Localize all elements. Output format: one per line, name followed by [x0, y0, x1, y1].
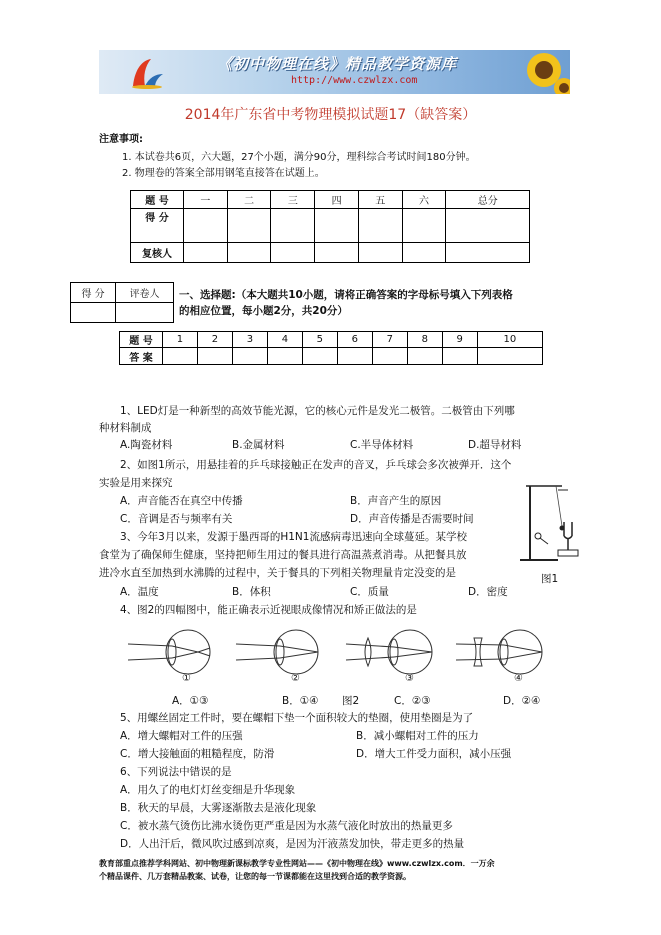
q3-option-b: B．体积: [232, 586, 271, 598]
answer-cell[interactable]: [407, 348, 442, 365]
reviewer-cell[interactable]: [184, 243, 228, 263]
grader-name-label: 评卷人: [116, 283, 174, 303]
q6-option-d: D．人出汗后，微风吹过感到凉爽，是因为汗液蒸发加快，带走更多的热量: [120, 838, 465, 850]
q3-option-c: C．质量: [350, 586, 389, 598]
banner-title: 《初中物理在线》精品教学资源库: [217, 55, 458, 73]
answer-row-label: 答 案: [120, 348, 163, 365]
q2-stem-cont: 实验是用来探究: [99, 477, 173, 489]
score-cell[interactable]: [227, 209, 271, 243]
answer-cell[interactable]: [232, 348, 267, 365]
site-logo-icon: [129, 56, 165, 90]
section-1-heading-cont: 的相应位置，每小题2分，共20分）: [179, 305, 348, 317]
sunflower-icon: [510, 50, 570, 94]
grader-score-cell[interactable]: [71, 303, 116, 323]
answer-number: 6: [337, 332, 372, 348]
eye-mark-4: ④: [514, 673, 523, 684]
tuning-fork-figure: [518, 478, 582, 568]
answer-number: 4: [267, 332, 302, 348]
answer-cell[interactable]: [442, 348, 477, 365]
grader-name-cell[interactable]: [116, 303, 174, 323]
footer-line-1: 教育部重点推荐学科网站、初中物理新课标教学专业性网站——《初中物理在线》www.czwlzx.com．一万余: [99, 859, 495, 868]
q3-stem: 3、今年3月以来，发源于墨西哥的H1N1流感病毒迅速向全球蔓延。某学校: [120, 531, 467, 543]
q2-option-d: D．声音传播是否需要时间: [350, 513, 474, 525]
answer-number: 3: [232, 332, 267, 348]
answer-table: [119, 331, 543, 365]
score-header-6: 六: [402, 191, 446, 209]
q5-option-d: D．增大工件受力面积，减小压强: [356, 748, 512, 760]
q2-option-b: B．声音产生的原因: [350, 495, 442, 507]
score-header-total: 总分: [446, 191, 530, 209]
q1-option-c: C.半导体材料: [350, 439, 414, 451]
reviewer-cell[interactable]: [446, 243, 530, 263]
score-cell[interactable]: [358, 209, 402, 243]
q6-option-c: C．被水蒸气烫伤比沸水烫伤更严重是因为水蒸气液化时放出的热量更多: [120, 820, 453, 832]
score-header-4: 四: [315, 191, 359, 209]
reviewer-cell[interactable]: [271, 243, 315, 263]
q3-option-d: D．密度: [468, 586, 508, 598]
answer-number: 2: [197, 332, 232, 348]
footer-line-2: 个精品课件、几万套精品教案、试卷，让您的每一节课都能在这里找到合适的教学资源。: [99, 872, 411, 881]
score-table: [130, 190, 530, 263]
reviewer-cell[interactable]: [402, 243, 446, 263]
answer-number: 8: [407, 332, 442, 348]
header-banner: [99, 50, 570, 94]
score-header-3: 三: [271, 191, 315, 209]
q1-option-d: D.超导材料: [468, 439, 522, 451]
score-cell[interactable]: [315, 209, 359, 243]
answer-cell[interactable]: [337, 348, 372, 365]
answer-cell[interactable]: [302, 348, 337, 365]
q2-option-a: A．声音能否在真空中传播: [120, 495, 243, 507]
q4-option-c: C．②③: [394, 695, 431, 707]
notice-heading: 注意事项:: [99, 134, 143, 145]
q3-stem-cont: 食堂为了确保师生健康，坚持把师生用过的餐具进行高温蒸煮消毒。从把餐具放: [99, 549, 467, 561]
q2-option-c: C．音调是否与频率有关: [120, 513, 233, 525]
figure-2-label: 图2: [342, 695, 360, 707]
score-cell[interactable]: [446, 209, 530, 243]
score-cell[interactable]: [402, 209, 446, 243]
score-header-label: 题 号: [131, 191, 184, 209]
score-header-2: 二: [227, 191, 271, 209]
answer-cell[interactable]: [372, 348, 407, 365]
q1-stem-cont: 种材料制成: [99, 422, 152, 434]
banner-url[interactable]: http://www.czwlzx.com: [291, 75, 418, 86]
q3-option-a: A．温度: [120, 586, 159, 598]
score-cell[interactable]: [184, 209, 228, 243]
q1-option-b: B.金属材料: [232, 439, 285, 451]
notice-item-2: 2. 物理卷的答案全部用钢笔直接答在试题上。: [122, 168, 325, 179]
answer-cell[interactable]: [267, 348, 302, 365]
reviewer-cell[interactable]: [227, 243, 271, 263]
eye-mark-1: ①: [182, 673, 191, 684]
score-row-label: 得 分: [131, 209, 184, 243]
reviewer-row-label: 复核人: [131, 243, 184, 263]
q2-stem: 2、如图1所示，用悬挂着的乒乓球接触正在发声的音叉，乒乓球会多次被弹开．这个: [120, 459, 512, 471]
answer-cell[interactable]: [163, 348, 198, 365]
q6-option-a: A．用久了的电灯灯丝变细是升华现象: [120, 784, 296, 796]
figure-1-label: 图1: [541, 573, 559, 585]
q3-stem-cont-2: 进冷水直至加热到水沸腾的过程中，关于餐具的下列相关物理量肯定没变的是: [99, 567, 456, 579]
q5-stem: 5、用螺丝固定工件时，要在螺帽下垫一个面积较大的垫圈，使用垫圈是为了: [120, 712, 474, 724]
q6-option-b: B．秋天的早晨，大雾逐渐散去是液化现象: [120, 802, 317, 814]
q1-stem: 1、LED灯是一种新型的高效节能光源，它的核心元件是发光二极管。二极管由下列哪: [120, 405, 515, 417]
q6-stem: 6、下列说法中错误的是: [120, 766, 232, 778]
grader-score-label: 得 分: [71, 283, 116, 303]
reviewer-cell[interactable]: [358, 243, 402, 263]
notice-item-1: 1. 本试卷共6页，六大题，27个小题，满分90分，理科综合考试时间180分钟。: [122, 152, 476, 163]
answer-number: 7: [372, 332, 407, 348]
section-1-heading: 一、选择题:（本大题共10小题，请将正确答案的字母标号填入下列表格: [179, 289, 513, 301]
reviewer-cell[interactable]: [315, 243, 359, 263]
q4-option-d: D．②④: [503, 695, 541, 707]
answer-number: 1: [163, 332, 198, 348]
eye-mark-3: ③: [405, 673, 414, 684]
answer-cell[interactable]: [477, 348, 542, 365]
q5-option-c: C．增大接触面的粗糙程度，防滑: [120, 748, 275, 760]
eye-mark-2: ②: [291, 673, 300, 684]
answer-number: 5: [302, 332, 337, 348]
q5-option-a: A．增大螺帽对工件的压强: [120, 730, 243, 742]
score-header-1: 一: [184, 191, 228, 209]
q4-option-b: B．①④: [282, 695, 319, 707]
answer-cell[interactable]: [197, 348, 232, 365]
score-header-5: 五: [358, 191, 402, 209]
score-cell[interactable]: [271, 209, 315, 243]
document-title: 2014年广东省中考物理模拟试题17（缺答案）: [184, 107, 477, 123]
q1-option-a: A.陶瓷材料: [120, 439, 173, 451]
answer-header-label: 题 号: [120, 332, 163, 348]
q5-option-b: B．减小螺帽对工件的压力: [356, 730, 479, 742]
q4-option-a: A．①③: [172, 695, 209, 707]
grader-box: [70, 282, 174, 323]
q4-stem: 4、图2的四幅图中，能正确表示近视眼成像情况和矫正做法的是: [120, 604, 417, 616]
answer-number: 9: [442, 332, 477, 348]
answer-number: 10: [477, 332, 542, 348]
